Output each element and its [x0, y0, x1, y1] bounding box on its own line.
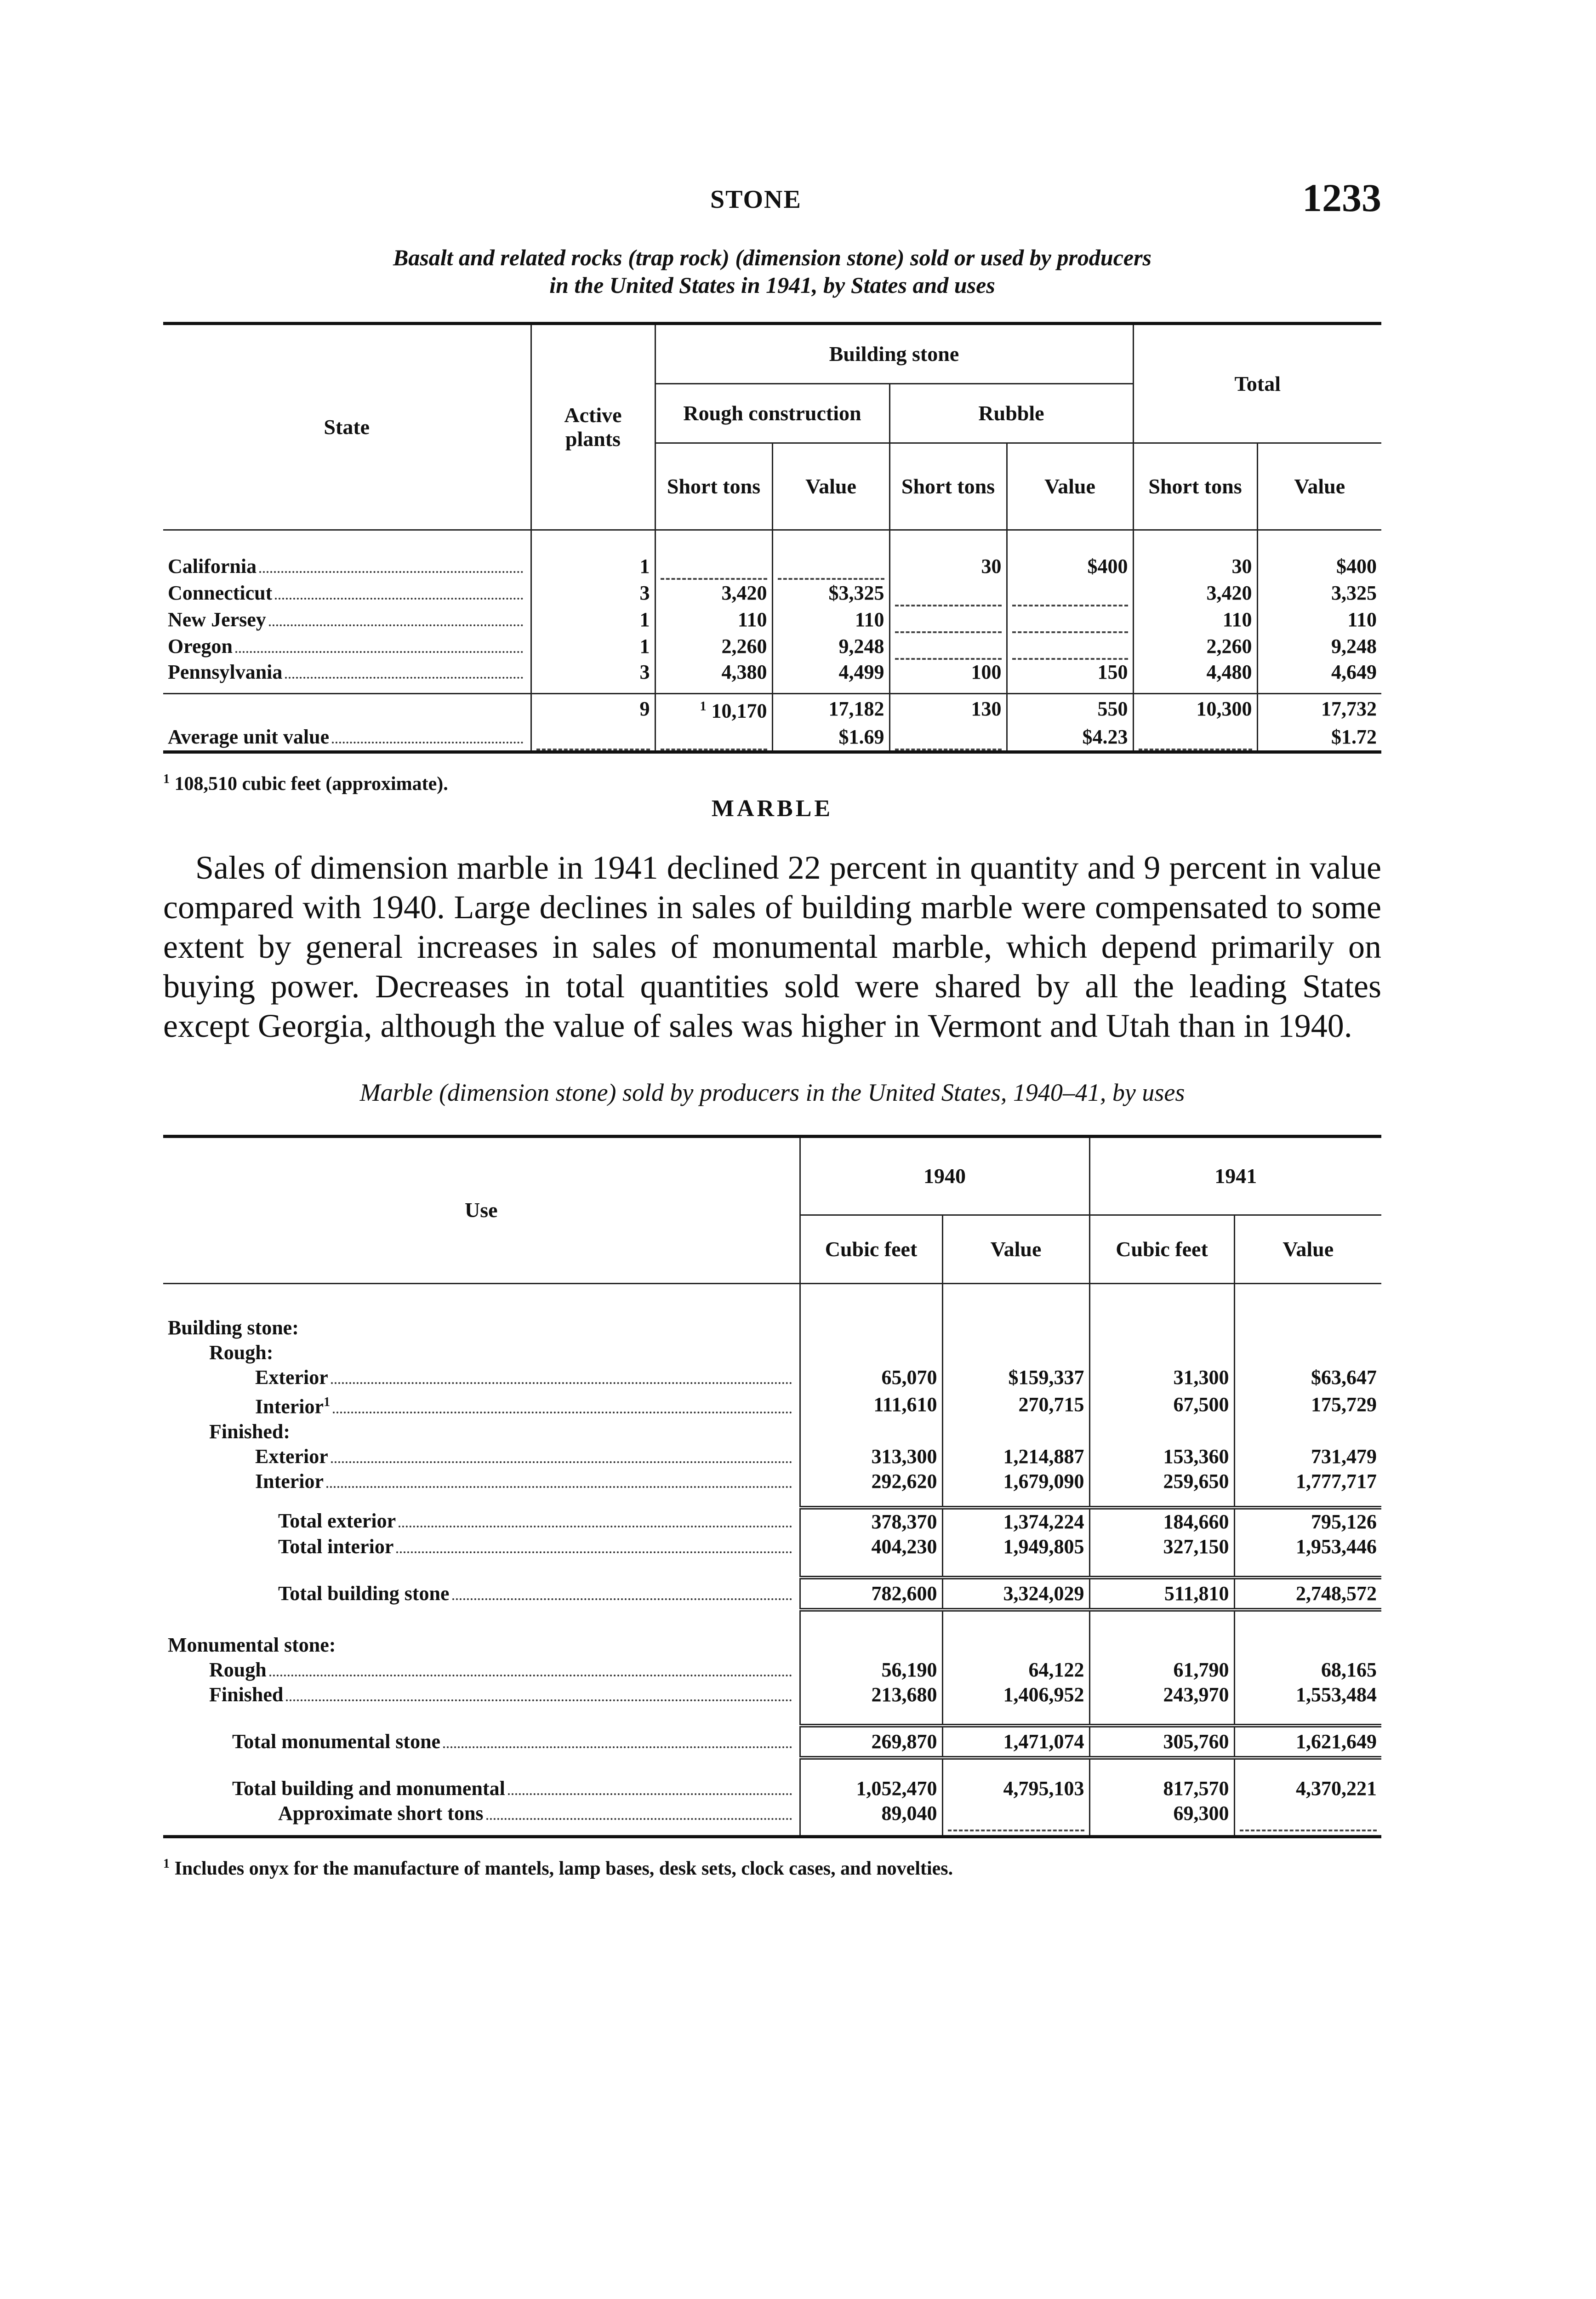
cell-plants: 1: [531, 553, 655, 580]
total-interior-row: Total interior 404,230 1,949,805 327,150 1,953,446: [163, 1534, 1381, 1559]
cell-value-1941: 731,479: [1234, 1444, 1381, 1469]
cell-rub-tons: 100: [889, 660, 1007, 685]
total-plants: 9: [531, 694, 655, 724]
cell-plants: 1: [531, 633, 655, 660]
cell-rub-value: [1007, 606, 1133, 633]
row-label: California: [168, 555, 257, 578]
header-1940: 1940: [800, 1136, 1089, 1215]
cell-tot-tons: 3,420: [1133, 580, 1257, 606]
cell-cf-1940: 292,620: [800, 1469, 942, 1494]
cell-cf-1940: 56,190: [800, 1658, 942, 1682]
cell-rc-value: 9,248: [772, 633, 889, 660]
cell-rc-tons: 2,260: [655, 633, 772, 660]
page-number: 1233: [1302, 176, 1381, 220]
label-monumental: Monumental stone:: [168, 1633, 336, 1656]
cell-rub-value: 150: [1007, 660, 1133, 685]
total-rc-value: 17,182: [772, 694, 889, 724]
header-rub-value: Value: [1007, 443, 1133, 530]
marble-row: [163, 1365, 1381, 1390]
total-tot-value: 17,732: [1257, 694, 1381, 724]
total-tot-tons: 10,300: [1133, 694, 1257, 724]
row-label: Finished: [209, 1683, 284, 1706]
row-label: Rough: [209, 1658, 267, 1681]
cell-tot-value: 110: [1257, 606, 1381, 633]
cell-rub-value: [1007, 580, 1133, 606]
marble-row: [163, 1390, 1381, 1419]
cell-value-1941: 1,777,717: [1234, 1469, 1381, 1494]
cell-value-1940: $159,337: [942, 1365, 1089, 1390]
cell-tot-value: 3,325: [1257, 580, 1381, 606]
cell-value-1940: 1,214,887: [942, 1444, 1089, 1469]
total-rub-value: 550: [1007, 694, 1133, 724]
cell-rub-tons: [889, 606, 1007, 633]
document-page: [163, 175, 1381, 1880]
header-use: Use: [163, 1136, 800, 1283]
cell-cf-1941: 61,790: [1089, 1658, 1234, 1682]
header-value-1940: Value: [942, 1215, 1089, 1283]
total-monumental-row: Total monumental stone 269,870 1,471,074 305,760 1,621,649: [163, 1726, 1381, 1758]
cell-tot-tons: 110: [1133, 606, 1257, 633]
cell-tot-value: 4,649: [1257, 660, 1381, 685]
total-exterior-row: Total exterior 378,370 1,374,224 184,660 795,126: [163, 1508, 1381, 1534]
cell-value-1941: $63,647: [1234, 1365, 1381, 1390]
cell-value-1941: 1,553,484: [1234, 1682, 1381, 1707]
header-active-plants: Active plants: [531, 324, 655, 530]
total-rub-tons: 130: [889, 694, 1007, 724]
row-label: Pennsylvania: [168, 660, 283, 683]
header-rough-construction: Rough construction: [655, 384, 889, 443]
cell-value-1941: 175,729: [1234, 1390, 1381, 1419]
row-label: Interior$^1$: [255, 1395, 331, 1418]
basalt-row: [163, 660, 1381, 685]
header-cf-1940: Cubic feet: [800, 1215, 942, 1283]
cell-rc-value: 110: [772, 606, 889, 633]
basalt-average-row: [163, 724, 1381, 752]
total-building-row: Total building stone 782,600 3,324,029 511,810 2,748,572: [163, 1578, 1381, 1610]
basalt-table-caption: [163, 244, 1381, 299]
header-rubble: Rubble: [889, 384, 1133, 443]
basalt-total-row: [163, 694, 1381, 724]
marble-table-caption: Marble (dimension stone) sold by producers in the United States, 1940–41, by uses: [359, 1078, 1185, 1106]
avg-tot-value: $1.72: [1257, 724, 1381, 752]
cell-plants: 3: [531, 580, 655, 606]
row-label: Oregon: [168, 635, 233, 658]
cell-cf-1941: 243,970: [1089, 1682, 1234, 1707]
cell-cf-1941: 153,360: [1089, 1444, 1234, 1469]
basalt-table: [163, 322, 1381, 754]
cell-rub-value: $400: [1007, 553, 1133, 580]
header-1941: 1941: [1089, 1136, 1381, 1215]
approx-tons-row: Approximate short tons 89,040 69,300: [163, 1801, 1381, 1837]
cell-value-1940: 1,679,090: [942, 1469, 1089, 1494]
cell-rc-tons: 110: [655, 606, 772, 633]
cell-rc-tons: 4,380: [655, 660, 772, 685]
cell-tot-value: $400: [1257, 553, 1381, 580]
basalt-caption-line2: in the United States in 1941, by States and uses: [549, 272, 995, 298]
marble-table: [163, 1135, 1381, 1838]
cell-cf-1940: 313,300: [800, 1444, 942, 1469]
header-state: State: [163, 324, 531, 530]
cell-rub-tons: [889, 633, 1007, 660]
row-label: New Jersey: [168, 608, 266, 631]
label-building-stone: Building stone:: [168, 1316, 299, 1339]
header-rc-short-tons: Short tons: [655, 443, 772, 530]
avg-rc-value: $1.69: [772, 724, 889, 752]
cell-rub-tons: [889, 580, 1007, 606]
marble-row: [163, 1658, 1381, 1682]
row-label: Connecticut: [168, 581, 273, 604]
cell-cf-1940: 65,070: [800, 1365, 942, 1390]
row-label: Exterior: [255, 1445, 328, 1468]
marble-footnote: $^1$ Includes onyx for the manufacture of mantels, lamp bases, desk sets, clock cases, and novelties.: [163, 1856, 953, 1879]
cell-tot-tons: 4,480: [1133, 660, 1257, 685]
cell-rc-tons: [655, 553, 772, 580]
basalt-footnote: $^1$ 108,510 cubic feet (approximate).: [163, 772, 448, 795]
total-rc-tons: $^1$ 10,170: [655, 694, 772, 724]
cell-cf-1940: 111,610: [800, 1390, 942, 1419]
cell-tot-value: 9,248: [1257, 633, 1381, 660]
cell-value-1940: 1,406,952: [942, 1682, 1089, 1707]
cell-cf-1941: 31,300: [1089, 1365, 1234, 1390]
header-total: Total: [1133, 324, 1381, 443]
marble-paragraph: Sales of dimension marble in 1941 declined 22 percent in quantity and 9 percent in value compared with 1940. Large declines in sales of building marble were compensated to some extent by general increases in sales of monumental marble, which depend primarily on buying power. Decreases in total quantities sold were shared by all the leading States except Georgia, although the value of sales was higher in Vermont and Utah than in 1940.: [163, 849, 1381, 1044]
cell-rc-value: $3,325: [772, 580, 889, 606]
cell-rub-tons: 30: [889, 553, 1007, 580]
marble-row: [163, 1469, 1381, 1494]
header-cf-1941: Cubic feet: [1089, 1215, 1234, 1283]
cell-rc-value: [772, 553, 889, 580]
cell-tot-tons: 2,260: [1133, 633, 1257, 660]
cell-cf-1941: 259,650: [1089, 1469, 1234, 1494]
row-label: Exterior: [255, 1366, 328, 1389]
row-label: Interior: [255, 1470, 324, 1493]
cell-rub-value: [1007, 633, 1133, 660]
running-head: [163, 175, 1381, 225]
running-head-title: STONE: [710, 185, 802, 214]
total-bm-row: Total building and monumental 1,052,470 4,795,103 817,570 4,370,221: [163, 1776, 1381, 1801]
avg-label: Average unit value: [168, 725, 330, 748]
cell-tot-tons: 30: [1133, 553, 1257, 580]
basalt-row: [163, 580, 1381, 606]
basalt-row: [163, 606, 1381, 633]
cell-value-1940: 270,715: [942, 1390, 1089, 1419]
cell-rc-tons: 3,420: [655, 580, 772, 606]
label-rough: Rough:: [209, 1341, 274, 1364]
basalt-row: [163, 633, 1381, 660]
cell-rc-value: 4,499: [772, 660, 889, 685]
basalt-caption-line1: Basalt and related rocks (trap rock) (dimension stone) sold or used by producers: [393, 245, 1152, 270]
marble-row: [163, 1444, 1381, 1469]
cell-plants: 3: [531, 660, 655, 685]
header-building-stone: Building stone: [655, 324, 1133, 384]
header-rub-short-tons: Short tons: [889, 443, 1007, 530]
marble-row: [163, 1682, 1381, 1707]
basalt-row: [163, 553, 1381, 580]
header-tot-short-tons: Short tons: [1133, 443, 1257, 530]
header-rc-value: Value: [772, 443, 889, 530]
avg-rub-value: $4.23: [1007, 724, 1133, 752]
cell-cf-1941: 67,500: [1089, 1390, 1234, 1419]
cell-plants: 1: [531, 606, 655, 633]
cell-cf-1940: 213,680: [800, 1682, 942, 1707]
marble-heading: MARBLE: [711, 795, 833, 822]
cell-value-1940: 64,122: [942, 1658, 1089, 1682]
cell-value-1941: 68,165: [1234, 1658, 1381, 1682]
header-tot-value: Value: [1257, 443, 1381, 530]
header-value-1941: Value: [1234, 1215, 1381, 1283]
label-finished: Finished:: [209, 1420, 291, 1443]
